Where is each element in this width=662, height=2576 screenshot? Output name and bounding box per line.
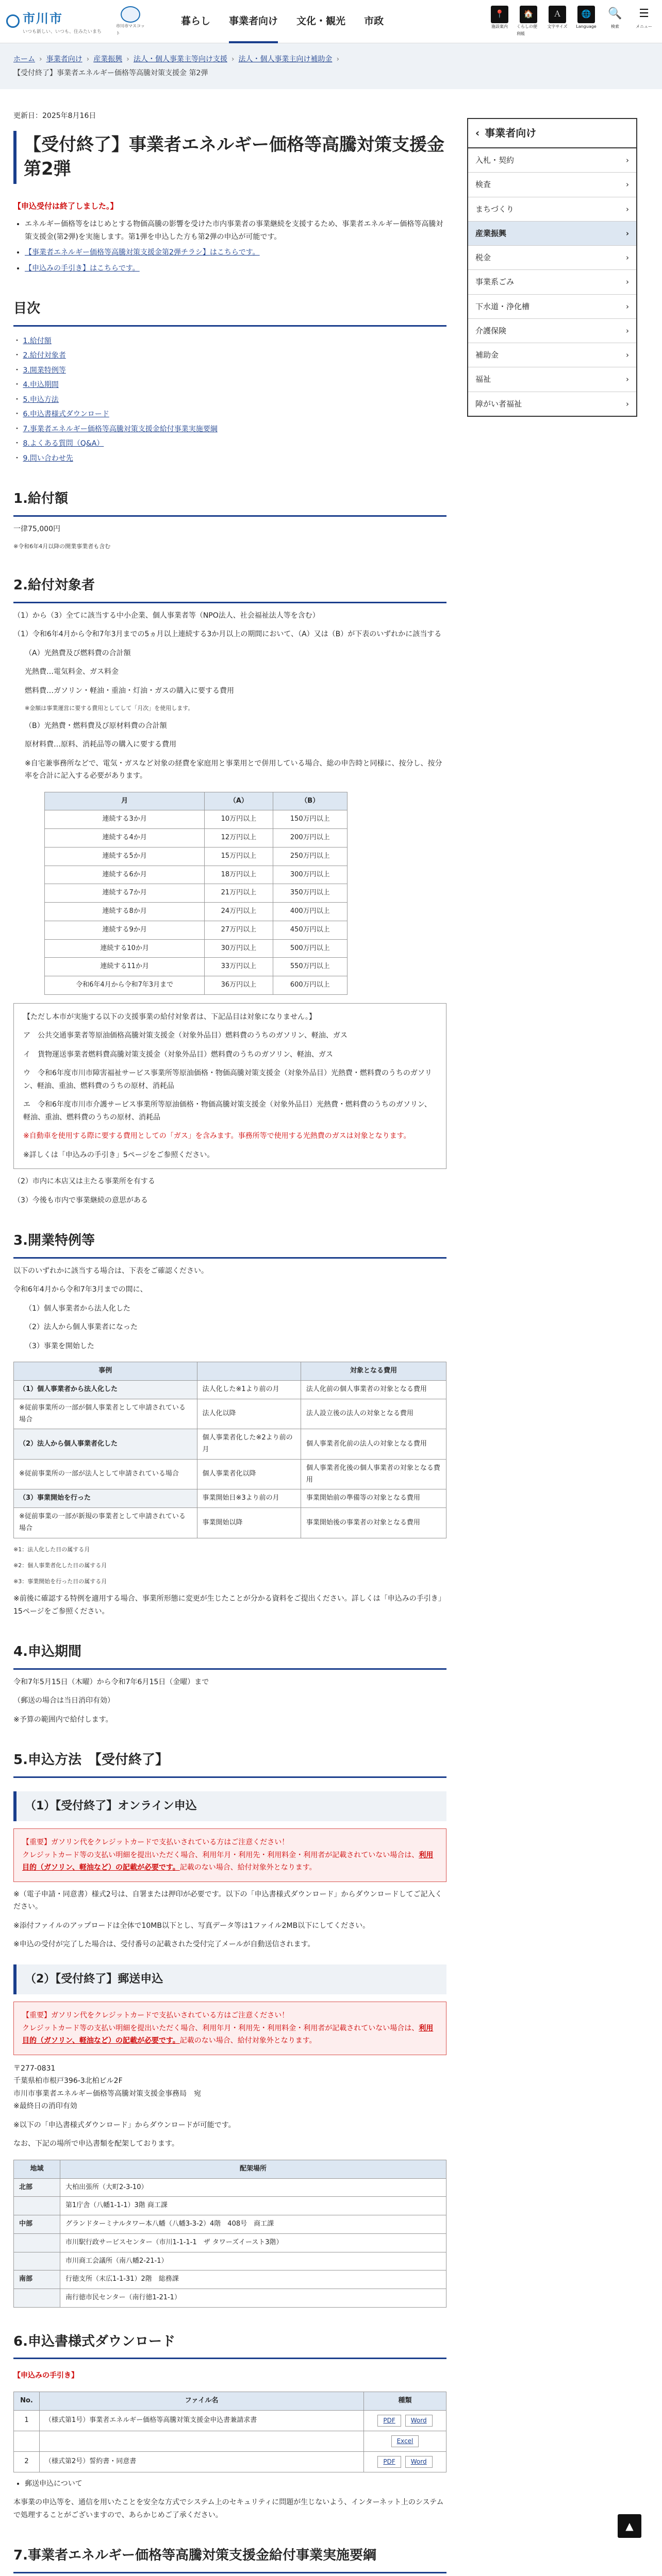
sidebar-item[interactable] bbox=[468, 319, 636, 343]
location-cell: 行徳支所（末広1-1-31）2階 総務課 bbox=[60, 2270, 446, 2289]
warning-tail: 記載のない場合、給付対象外となります。 bbox=[179, 2037, 317, 2045]
special-lead: 以下のいずれかに該当する場合は、下表をご確認ください。 bbox=[13, 1266, 208, 1275]
table-row bbox=[14, 1489, 446, 1508]
table-cell: 連続する3か月 bbox=[45, 810, 205, 829]
page-top-button[interactable] bbox=[618, 2514, 641, 2538]
chevron-right-icon: › bbox=[626, 277, 629, 287]
table-row bbox=[14, 1381, 446, 1399]
hamburger-menu-icon: ☰ bbox=[635, 6, 653, 23]
special-item: （1）個人事業者から法人化した bbox=[25, 1304, 130, 1313]
criterion-a-note: ※金額は事業運営に要する費用としてして「月次」を使用します。 bbox=[25, 705, 194, 712]
table-cell: 10万円以上 bbox=[205, 810, 273, 829]
table-cell: 個人事業者化前の法人の対象となる費用 bbox=[301, 1429, 446, 1460]
location-cell: グランドターミナルタワー本八幡（八幡3-3-2）4階 408号 商工課 bbox=[60, 2215, 446, 2234]
warning-lead: 【重要】ガソリン代をクレジットカードで支払いされている方はご注意ください！ bbox=[22, 1838, 289, 1847]
tool-language[interactable] bbox=[574, 6, 598, 38]
tool-menu[interactable] bbox=[632, 6, 656, 38]
sidebar-item-label: 税金 bbox=[475, 253, 491, 263]
file-types bbox=[364, 2451, 446, 2472]
header-tools bbox=[488, 6, 656, 38]
region-cell bbox=[14, 2252, 60, 2270]
download-note-title: • 郵送申込について bbox=[25, 2478, 446, 2490]
exclusion-item: エ 令和6年度市川市介護サービス事業所等原油価格・物価高騰対策支援金（対象外品目）光熱費・燃料費のうちのガソリン、軽油、重油、燃料費のうちの原材、消耗品 bbox=[23, 1100, 432, 1122]
eligibility-condition-3: （3）今後も市内で事業継続の意思がある bbox=[13, 1196, 148, 1205]
sidebar-item-label: 福祉 bbox=[475, 375, 491, 384]
online-note: ※添付ファイルのアップロードは全体で10MB以下とし、写真データ等は1ファイル2MB以下にしてください。 bbox=[13, 1921, 370, 1930]
sidebar-item-label: 補助金 bbox=[475, 350, 499, 360]
file-number: 2 bbox=[14, 2451, 40, 2472]
table-row bbox=[14, 2178, 446, 2197]
breadcrumb-separator: › bbox=[39, 55, 42, 63]
table-cell: 18万円以上 bbox=[205, 866, 273, 884]
nav-business[interactable]: 事業者向け bbox=[229, 0, 278, 43]
toc-link[interactable]: 8.よくある質問（Q&A） bbox=[23, 439, 104, 448]
flyer-link[interactable]: 【事業者エネルギー価格等高騰対策支援金第2弾チラシ】はこちらです。 bbox=[25, 248, 260, 257]
tool-label: Language bbox=[576, 24, 597, 29]
toc-item: ・ 1.給付額 bbox=[13, 336, 52, 345]
region-cell bbox=[14, 2233, 60, 2252]
postal-note: なお、下記の場所で申込書類を配架しております。 bbox=[13, 2140, 179, 2148]
toc-link[interactable]: 4.申込期間 bbox=[23, 381, 59, 389]
amount-value: 一律75,000円 bbox=[13, 524, 60, 533]
table-row bbox=[45, 829, 347, 848]
download-note: 本事業の申込等を、通信を用いたことを安全な方式でシステム上のセキュリティに問題が生じないよう、インターネット上のシステムで処理することがございますので、あらかじめご了承ください。 bbox=[13, 2498, 444, 2519]
tool-handbook[interactable] bbox=[517, 6, 540, 38]
flyer-link-item bbox=[25, 246, 446, 259]
table-header: （A） bbox=[205, 792, 273, 810]
table-cell: 法人化以降 bbox=[197, 1399, 301, 1429]
table-cell: ※従前事業所の一部が個人事業者として申請されている場合 bbox=[14, 1399, 197, 1429]
special-table bbox=[13, 1362, 446, 1538]
sidebar-item[interactable] bbox=[468, 392, 636, 416]
search-icon: 🔍 bbox=[606, 6, 624, 23]
toc-item: ・ 6.申込書様式ダウンロード bbox=[13, 410, 109, 419]
file-types bbox=[364, 2410, 446, 2431]
table-row bbox=[14, 2289, 446, 2308]
table-cell: 24万円以上 bbox=[205, 903, 273, 921]
exclusion-red-note: ※自動車を使用する際に要する費用としての「ガス」を含みます。事務所等で使用する光熱費のガスは対象となります。 bbox=[23, 1132, 411, 1141]
toc-item: ・ 8.よくある質問（Q&A） bbox=[13, 439, 104, 448]
chevron-right-icon: › bbox=[626, 253, 629, 263]
file-download-link[interactable]: PDF bbox=[377, 2456, 401, 2468]
postal-warning bbox=[13, 2002, 446, 2055]
table-row bbox=[14, 1399, 446, 1429]
table-cell: 500万円以上 bbox=[273, 939, 347, 958]
toc-link[interactable]: 7.事業者エネルギー価格等高騰対策支援金給付事業実施要綱 bbox=[23, 425, 218, 433]
intro-text: • エネルギー価格等をはじめとする物価高騰の影響を受けた市内事業者の事業継続を支援するため、事業者エネルギー価格等高騰対策支援金(第2弾)を実施します。第1弾を申込した方も第2弾の申込が可能です。 bbox=[25, 218, 446, 243]
sidebar-item-label: 介護保険 bbox=[475, 326, 507, 335]
table-cell: （1）個人事業者から法人化した bbox=[14, 1381, 197, 1399]
location-cell: 第1庁舎（八幡1-1-1）3階 商工課 bbox=[60, 2197, 446, 2215]
special-item: （2）法人から個人事業者になった bbox=[25, 1323, 138, 1332]
sidebar-item-label: 障がい者福祉 bbox=[475, 399, 522, 409]
breadcrumb-subsidy[interactable]: 法人・個人事業主向け補助金 bbox=[238, 55, 333, 63]
breadcrumb-separator: › bbox=[336, 55, 340, 63]
sidebar-item[interactable] bbox=[468, 148, 636, 173]
sidebar-title-label: 事業者向け bbox=[485, 127, 537, 140]
table-row bbox=[45, 847, 347, 866]
sidebar-item[interactable] bbox=[468, 246, 636, 270]
table-cell: 事業開始日※3より前の月 bbox=[197, 1489, 301, 1508]
table-cell: 400万円以上 bbox=[273, 903, 347, 921]
warning-body: クレジットカード等の支払い明細を提出いただく場合、利用年月・利用先・利用料金・利用者が記載されていない場合は、 bbox=[22, 2024, 419, 2032]
toc-link[interactable]: 1.給付額 bbox=[23, 336, 52, 345]
sidebar-item-label: まちづくり bbox=[475, 204, 514, 214]
nav-kurashi[interactable]: 暮らし bbox=[181, 15, 211, 27]
address-line: 市川市事業者エネルギー価格等高騰対策支援金事務局 宛 bbox=[13, 2089, 201, 2098]
section-guideline-title: 7.事業者エネルギー価格等高騰対策支援金給付事業実施要綱 bbox=[13, 2544, 446, 2573]
table-row bbox=[14, 2410, 446, 2431]
global-nav bbox=[181, 0, 384, 43]
chevron-left-icon: ‹ bbox=[475, 127, 480, 140]
table-row bbox=[45, 921, 347, 939]
table-row bbox=[45, 958, 347, 976]
table-cell: 250万円以上 bbox=[273, 847, 347, 866]
special-item: （3）事業を開始した bbox=[25, 1342, 94, 1350]
location-cell: 市川駅行政サービスセンター（市川1-1-1-1 ザ タワーズイースト3階） bbox=[60, 2233, 446, 2252]
location-cell: 大柏出張所（大町2-3-10） bbox=[60, 2178, 446, 2197]
table-row bbox=[14, 2270, 446, 2289]
region-cell bbox=[14, 2197, 60, 2215]
region-cell: 中部 bbox=[14, 2215, 60, 2234]
file-number bbox=[14, 2431, 40, 2451]
table-row bbox=[14, 2451, 446, 2472]
table-header bbox=[197, 1362, 301, 1381]
chevron-right-icon: › bbox=[626, 375, 629, 384]
file-download-link[interactable]: Excel bbox=[391, 2435, 419, 2447]
special-note: ※1：法人化した日の属する月 bbox=[13, 1546, 90, 1553]
postal-address bbox=[13, 2062, 446, 2113]
section-eligibility-title: 2.給付対象者 bbox=[13, 574, 446, 603]
breadcrumb-home[interactable]: ホーム bbox=[13, 55, 35, 63]
eligibility-condition-1: （1）令和6年4月から令和7年3月までの5ヵ月以上連続する3か月以上の期間において、（A）又は（B）が下表のいずれかに該当する bbox=[13, 630, 442, 639]
region-cell: 北部 bbox=[14, 2178, 60, 2197]
table-cell: 27万円以上 bbox=[205, 921, 273, 939]
toc-item: ・ 5.申込方法 bbox=[13, 395, 59, 404]
table-header: 配架場所 bbox=[60, 2160, 446, 2178]
table-cell: 30万円以上 bbox=[205, 939, 273, 958]
special-sub: 令和6年4月から令和7年3月までの間に、 bbox=[13, 1285, 147, 1294]
file-name: （様式第2号）誓約書・同意書 bbox=[40, 2451, 364, 2472]
table-row bbox=[45, 866, 347, 884]
breadcrumb-current: 【受付終了】事業者エネルギー価格等高騰対策支援金 第2弾 bbox=[13, 69, 208, 77]
nav-city[interactable]: 市政 bbox=[364, 15, 384, 27]
toc-link[interactable]: 6.申込書様式ダウンロード bbox=[23, 410, 109, 419]
table-row bbox=[14, 1459, 446, 1489]
sidebar-item-label: 下水道・浄化槽 bbox=[475, 301, 530, 311]
mascot-image[interactable] bbox=[116, 6, 145, 37]
tool-font-size[interactable] bbox=[545, 6, 569, 38]
warning-lead: 【重要】ガソリン代をクレジットカードで支払いされている方はご注意ください！ bbox=[22, 2011, 289, 2020]
criterion-a-detail: 燃料費…ガソリン・軽油・重油・灯油・ガスの購入に要する費用 bbox=[25, 686, 234, 695]
breadcrumb-industry[interactable]: 産業振興 bbox=[93, 55, 123, 63]
mascot-label: 市川市マスコット bbox=[116, 23, 145, 36]
toc-link[interactable]: 2.給付対象者 bbox=[23, 351, 66, 360]
closed-notice: 【申込受付は終了しました。】 bbox=[13, 201, 118, 211]
nav-culture[interactable]: 文化・観光 bbox=[296, 15, 346, 27]
tool-label: 施設案内 bbox=[491, 24, 508, 29]
font-size-icon: Ａ bbox=[549, 6, 566, 23]
guide-link[interactable]: 【申込みの手引き】はこちらです。 bbox=[25, 264, 140, 273]
sidebar bbox=[467, 118, 637, 2576]
chevron-right-icon: › bbox=[626, 399, 629, 409]
table-cell: 法人設立後の法人の対象となる費用 bbox=[301, 1399, 446, 1429]
arrow-up-icon: ▲ bbox=[625, 2519, 634, 2532]
chevron-right-icon: › bbox=[625, 228, 629, 238]
online-note: ※申込の受付が完了した場合は、受付番号の記載された受付完了メールが自動送信されます。 bbox=[13, 1940, 315, 1949]
file-name bbox=[40, 2431, 364, 2451]
exclusion-item: ア 公共交通事業者等原油価格高騰対策支援金（対象外品目）燃料費のうちのガソリン、軽油、ガス bbox=[23, 1031, 347, 1040]
tool-facility[interactable] bbox=[488, 6, 511, 38]
section-method-title: 5.申込方法 【受付終了】 bbox=[13, 1749, 446, 1778]
breadcrumb-support[interactable]: 法人・個人事業主等向け支援 bbox=[133, 55, 227, 63]
table-cell: 36万円以上 bbox=[205, 976, 273, 995]
table-cell: 連続する8か月 bbox=[45, 903, 205, 921]
table-cell: 連続する4か月 bbox=[45, 829, 205, 848]
main-content bbox=[13, 89, 446, 2576]
online-warning bbox=[13, 1828, 446, 1882]
toc-link[interactable]: 3.開業特例等 bbox=[23, 366, 66, 375]
mascot-face-icon bbox=[121, 6, 140, 23]
logo-mark-icon bbox=[6, 14, 20, 28]
section-special-title: 3.開業特例等 bbox=[13, 1229, 446, 1259]
table-cell: 600万円以上 bbox=[273, 976, 347, 995]
chevron-right-icon: › bbox=[626, 180, 629, 190]
toc-title: 目次 bbox=[13, 297, 446, 327]
breadcrumb-separator: › bbox=[126, 55, 129, 63]
criterion-a: （A）光熱費及び燃料費の合計額 bbox=[25, 649, 131, 657]
table-row bbox=[14, 2252, 446, 2270]
sidebar-title[interactable] bbox=[468, 119, 636, 148]
tool-search[interactable] bbox=[603, 6, 627, 38]
distribution-table bbox=[13, 2160, 446, 2308]
table-cell: 法人化前の個人事業者の対象となる費用 bbox=[301, 1381, 446, 1399]
breadcrumb-separator: › bbox=[86, 55, 90, 63]
criterion-b: （B）光熱費・燃料費及び原材料費の合計額 bbox=[25, 721, 167, 730]
chevron-right-icon: › bbox=[626, 204, 629, 214]
table-header: No. bbox=[14, 2392, 40, 2410]
address-line: 〒277-0831 bbox=[13, 2064, 56, 2073]
online-note: ※（電子申請・同意書）様式2号は、自署または押印が必要です。以下の「申込書様式ダウンロード」からダウンロードしてご記入ください。 bbox=[13, 1890, 442, 1911]
sidebar-item[interactable] bbox=[468, 173, 636, 197]
site-header bbox=[0, 0, 662, 43]
postal-title: （2）【受付終了】郵送申込 bbox=[13, 1964, 446, 1995]
table-row bbox=[14, 2233, 446, 2252]
toc-link[interactable]: 5.申込方法 bbox=[23, 395, 59, 404]
tool-label: 検索 bbox=[611, 24, 619, 29]
file-download-link[interactable]: PDF bbox=[377, 2415, 401, 2427]
site-logo[interactable] bbox=[6, 8, 102, 35]
house-icon: 🏠 bbox=[520, 6, 537, 23]
exclusion-title: 【ただし本市が実施する以下の支援事業の給付対象者は、下記品目は対象になりません。】 bbox=[23, 1012, 316, 1021]
guide-link-item bbox=[25, 262, 446, 275]
table-row bbox=[45, 903, 347, 921]
table-header: 地域 bbox=[14, 2160, 60, 2178]
sidebar-item[interactable] bbox=[468, 367, 636, 392]
period-text: 令和7年5月15日（木曜）から令和7年6月15日（金曜）まで bbox=[13, 1677, 209, 1686]
table-cell: ※従前事業の一部が新規の事業者として申請されている場合 bbox=[14, 1508, 197, 1538]
toc-item: ・ 7.事業者エネルギー価格等高騰対策支援金給付事業実施要綱 bbox=[13, 425, 218, 433]
table-cell: （3）事業開始を行った bbox=[14, 1489, 197, 1508]
warning-tail: 記載のない場合、給付対象外となります。 bbox=[179, 1863, 317, 1872]
table-header: 事例 bbox=[14, 1362, 197, 1381]
download-sub: 【申込みの手引き】 bbox=[13, 2371, 78, 2380]
region-cell: 南部 bbox=[14, 2270, 60, 2289]
chevron-right-icon: › bbox=[626, 326, 629, 335]
exclusion-item: ウ 令和6年度市川市障害福祉サービス事業所等原油価格・物価高騰対策支援金（対象外品目）光熱費・燃料費のうちのガソリン、軽油、重油、燃料費のうちの原材、消耗品 bbox=[23, 1069, 432, 1090]
logo-subtitle: いつも新しい、いつも、住みたいまち bbox=[23, 29, 102, 35]
table-cell: 連続する7か月 bbox=[45, 884, 205, 903]
page-title: 【受付終了】事業者エネルギー価格等高騰対策支援金 第2弾 bbox=[13, 131, 446, 184]
table-row bbox=[14, 2197, 446, 2215]
table-cell: 200万円以上 bbox=[273, 829, 347, 848]
toc-list bbox=[13, 335, 446, 465]
criterion-b-note: ※自宅兼事務所などで、電気・ガスなど対象の経費を家庭用と事業用とで併用している場合、総の申告時と同様に、按分し、按分率を合計に記入する必要があります。 bbox=[25, 759, 442, 781]
address-line: ※最終日の消印有効 bbox=[13, 2102, 77, 2111]
sidebar-item[interactable] bbox=[468, 343, 636, 367]
section-period-title: 4.申込期間 bbox=[13, 1640, 446, 1670]
exclusion-box bbox=[13, 1003, 446, 1170]
table-row bbox=[45, 939, 347, 958]
globe-icon: 🌐 bbox=[577, 6, 595, 23]
logo-name: 市川市 bbox=[23, 11, 63, 26]
chevron-right-icon: › bbox=[626, 301, 629, 311]
special-note: ※2：個人事業者化した日の属する月 bbox=[13, 1562, 107, 1569]
period-note: （郵送の場合は当日消印有効） bbox=[13, 1697, 114, 1705]
table-cell: 連続する11か月 bbox=[45, 958, 205, 976]
table-row bbox=[14, 1508, 446, 1538]
criterion-a-detail: 光熱費…電気料金、ガス料金 bbox=[25, 668, 119, 676]
updated-date: 更新日：2025年8月16日 bbox=[13, 112, 96, 121]
warning-emphasis: 利用目的（ガソリン、軽油など）の記載が必要です。 bbox=[22, 1851, 434, 1872]
sidebar-item-label: 入札・契約 bbox=[475, 156, 515, 165]
table-row bbox=[14, 2431, 446, 2451]
table-header: 月 bbox=[45, 792, 205, 810]
period-closed: ※予算の範囲内で給付します。 bbox=[13, 1715, 113, 1724]
table-row bbox=[45, 884, 347, 903]
sidebar-item[interactable] bbox=[468, 222, 636, 246]
table-header: 種類 bbox=[364, 2392, 446, 2410]
file-number: 1 bbox=[14, 2410, 40, 2431]
sidebar-item-label: 事業系ごみ bbox=[475, 277, 515, 287]
table-cell: 21万円以上 bbox=[205, 884, 273, 903]
table-cell: ※従前事業所の一部が法人として申請されている場合 bbox=[14, 1459, 197, 1489]
map-pin-icon: 📍 bbox=[491, 6, 508, 23]
special-footer: ※前後に確認する特例を適用する場合、事業所形態に変更が生じたことが分かる資料をご提出ください。詳しくは「申込みの手引き」15ページをご参照ください。 bbox=[13, 1595, 445, 1616]
address-line: 千葉県柏市根戸396-3北柏ビル2F bbox=[13, 2077, 123, 2086]
sidebar-item[interactable] bbox=[468, 295, 636, 319]
table-cell: （2）法人から個人事業者化した bbox=[14, 1429, 197, 1460]
table-cell: 個人事業者化した※2より前の月 bbox=[197, 1429, 301, 1460]
sidebar-item[interactable] bbox=[468, 197, 636, 222]
region-cell bbox=[14, 2289, 60, 2308]
sidebar-item-label: 産業振興 bbox=[475, 228, 507, 238]
toc-item: ・ 4.申込期間 bbox=[13, 381, 59, 389]
table-cell: 個人事業者化以降 bbox=[197, 1459, 301, 1489]
table-cell: 150万円以上 bbox=[273, 810, 347, 829]
eligibility-lead: （1）から（3）全てに該当する中小企業、個人事業者等（NPO法人、社会福祉法人等を含む） bbox=[13, 611, 320, 620]
table-cell: 連続する6か月 bbox=[45, 866, 205, 884]
location-cell: 市川商工会議所（南八幡2-21-1） bbox=[60, 2252, 446, 2270]
file-download-link[interactable]: Word bbox=[405, 2456, 433, 2468]
table-cell: 連続する10か月 bbox=[45, 939, 205, 958]
table-cell: 300万円以上 bbox=[273, 866, 347, 884]
toc-item: ・ 9.問い合わせ先 bbox=[13, 454, 73, 463]
breadcrumb bbox=[0, 43, 662, 89]
threshold-table bbox=[44, 792, 347, 995]
table-row bbox=[14, 1429, 446, 1460]
table-row bbox=[14, 2215, 446, 2234]
table-cell: 12万円以上 bbox=[205, 829, 273, 848]
postal-note: ※以下の「申込書様式ダウンロード」からダウンロードが可能です。 bbox=[13, 2121, 236, 2129]
table-cell: 事業開始以降 bbox=[197, 1508, 301, 1538]
file-download-link[interactable]: Word bbox=[405, 2415, 433, 2427]
table-cell: 令和6年4月から令和7年3月まで bbox=[45, 976, 205, 995]
toc-link[interactable]: 9.問い合わせ先 bbox=[23, 454, 73, 463]
amount-note: ※令和6年4月以降の開業事業者も含む bbox=[13, 543, 111, 550]
table-cell: 15万円以上 bbox=[205, 847, 273, 866]
table-cell: 連続する5か月 bbox=[45, 847, 205, 866]
eligibility-condition-2: （2）市内に本店又は主たる事業所を有する bbox=[13, 1177, 155, 1186]
intro-list bbox=[25, 218, 446, 275]
table-cell: 350万円以上 bbox=[273, 884, 347, 903]
section-amount-title: 1.給付額 bbox=[13, 487, 446, 517]
table-cell: 550万円以上 bbox=[273, 958, 347, 976]
criterion-b-detail: 原材料費…原料、消耗品等の購入に要する費用 bbox=[25, 740, 176, 749]
warning-body: クレジットカード等の支払い明細を提出いただく場合、利用年月・利用先・利用料金・利用者が記載されていない場合は、 bbox=[22, 1851, 419, 1859]
table-cell: 事業開始後の事業者の対象となる費用 bbox=[301, 1508, 446, 1538]
location-cell: 南行徳市民センター（南行徳1-21-1） bbox=[60, 2289, 446, 2308]
toc-item: ・ 3.開業特例等 bbox=[13, 366, 66, 375]
table-header: （B） bbox=[273, 792, 347, 810]
table-cell: 連続する9か月 bbox=[45, 921, 205, 939]
warning-emphasis: 利用目的（ガソリン、軽油など）の記載が必要です。 bbox=[22, 2024, 434, 2045]
online-title: （1）【受付終了】オンライン申込 bbox=[13, 1791, 446, 1822]
table-cell: 33万円以上 bbox=[205, 958, 273, 976]
exclusion-more: ※詳しくは「申込みの手引き」5ページをご参照ください。 bbox=[23, 1150, 214, 1159]
tool-label: メニュー bbox=[636, 24, 652, 29]
sidebar-box bbox=[467, 118, 637, 417]
special-note: ※3：事業開始を行った日の属する月 bbox=[13, 1578, 107, 1585]
breadcrumb-separator: › bbox=[231, 55, 235, 63]
file-name: （様式第1号）事業者エネルギー価格等高騰対策支援金申込書兼請求書 bbox=[40, 2410, 364, 2431]
table-row bbox=[45, 976, 347, 995]
breadcrumb-business[interactable]: 事業者向け bbox=[46, 55, 82, 63]
table-cell: 事業開始前の準備等の対象となる費用 bbox=[301, 1489, 446, 1508]
exclusion-item: イ 貨物運送事業者燃料費高騰対策支援金（対象外品目）燃料費のうちのガソリン、軽油、ガス bbox=[23, 1050, 333, 1059]
table-cell: 450万円以上 bbox=[273, 921, 347, 939]
download-note-list bbox=[25, 2478, 446, 2490]
chevron-right-icon: › bbox=[626, 350, 629, 360]
chevron-right-icon: › bbox=[626, 156, 629, 165]
table-cell: 法人化した※1より前の月 bbox=[197, 1381, 301, 1399]
table-row bbox=[45, 810, 347, 829]
toc-item: ・ 2.給付対象者 bbox=[13, 351, 66, 360]
section-download-title: 6.申込書様式ダウンロード bbox=[13, 2330, 446, 2360]
sidebar-item[interactable] bbox=[468, 270, 636, 294]
file-types bbox=[364, 2431, 446, 2451]
sidebar-item-label: 検査 bbox=[475, 180, 491, 190]
table-cell: 個人事業者化後の個人事業者の対象となる費用 bbox=[301, 1459, 446, 1489]
tool-label: くらしの便利帳 bbox=[517, 24, 537, 36]
download-table bbox=[13, 2392, 446, 2472]
tool-label: 文字サイズ bbox=[547, 24, 568, 29]
table-header: ファイル名 bbox=[40, 2392, 364, 2410]
table-header: 対象となる費用 bbox=[301, 1362, 446, 1381]
